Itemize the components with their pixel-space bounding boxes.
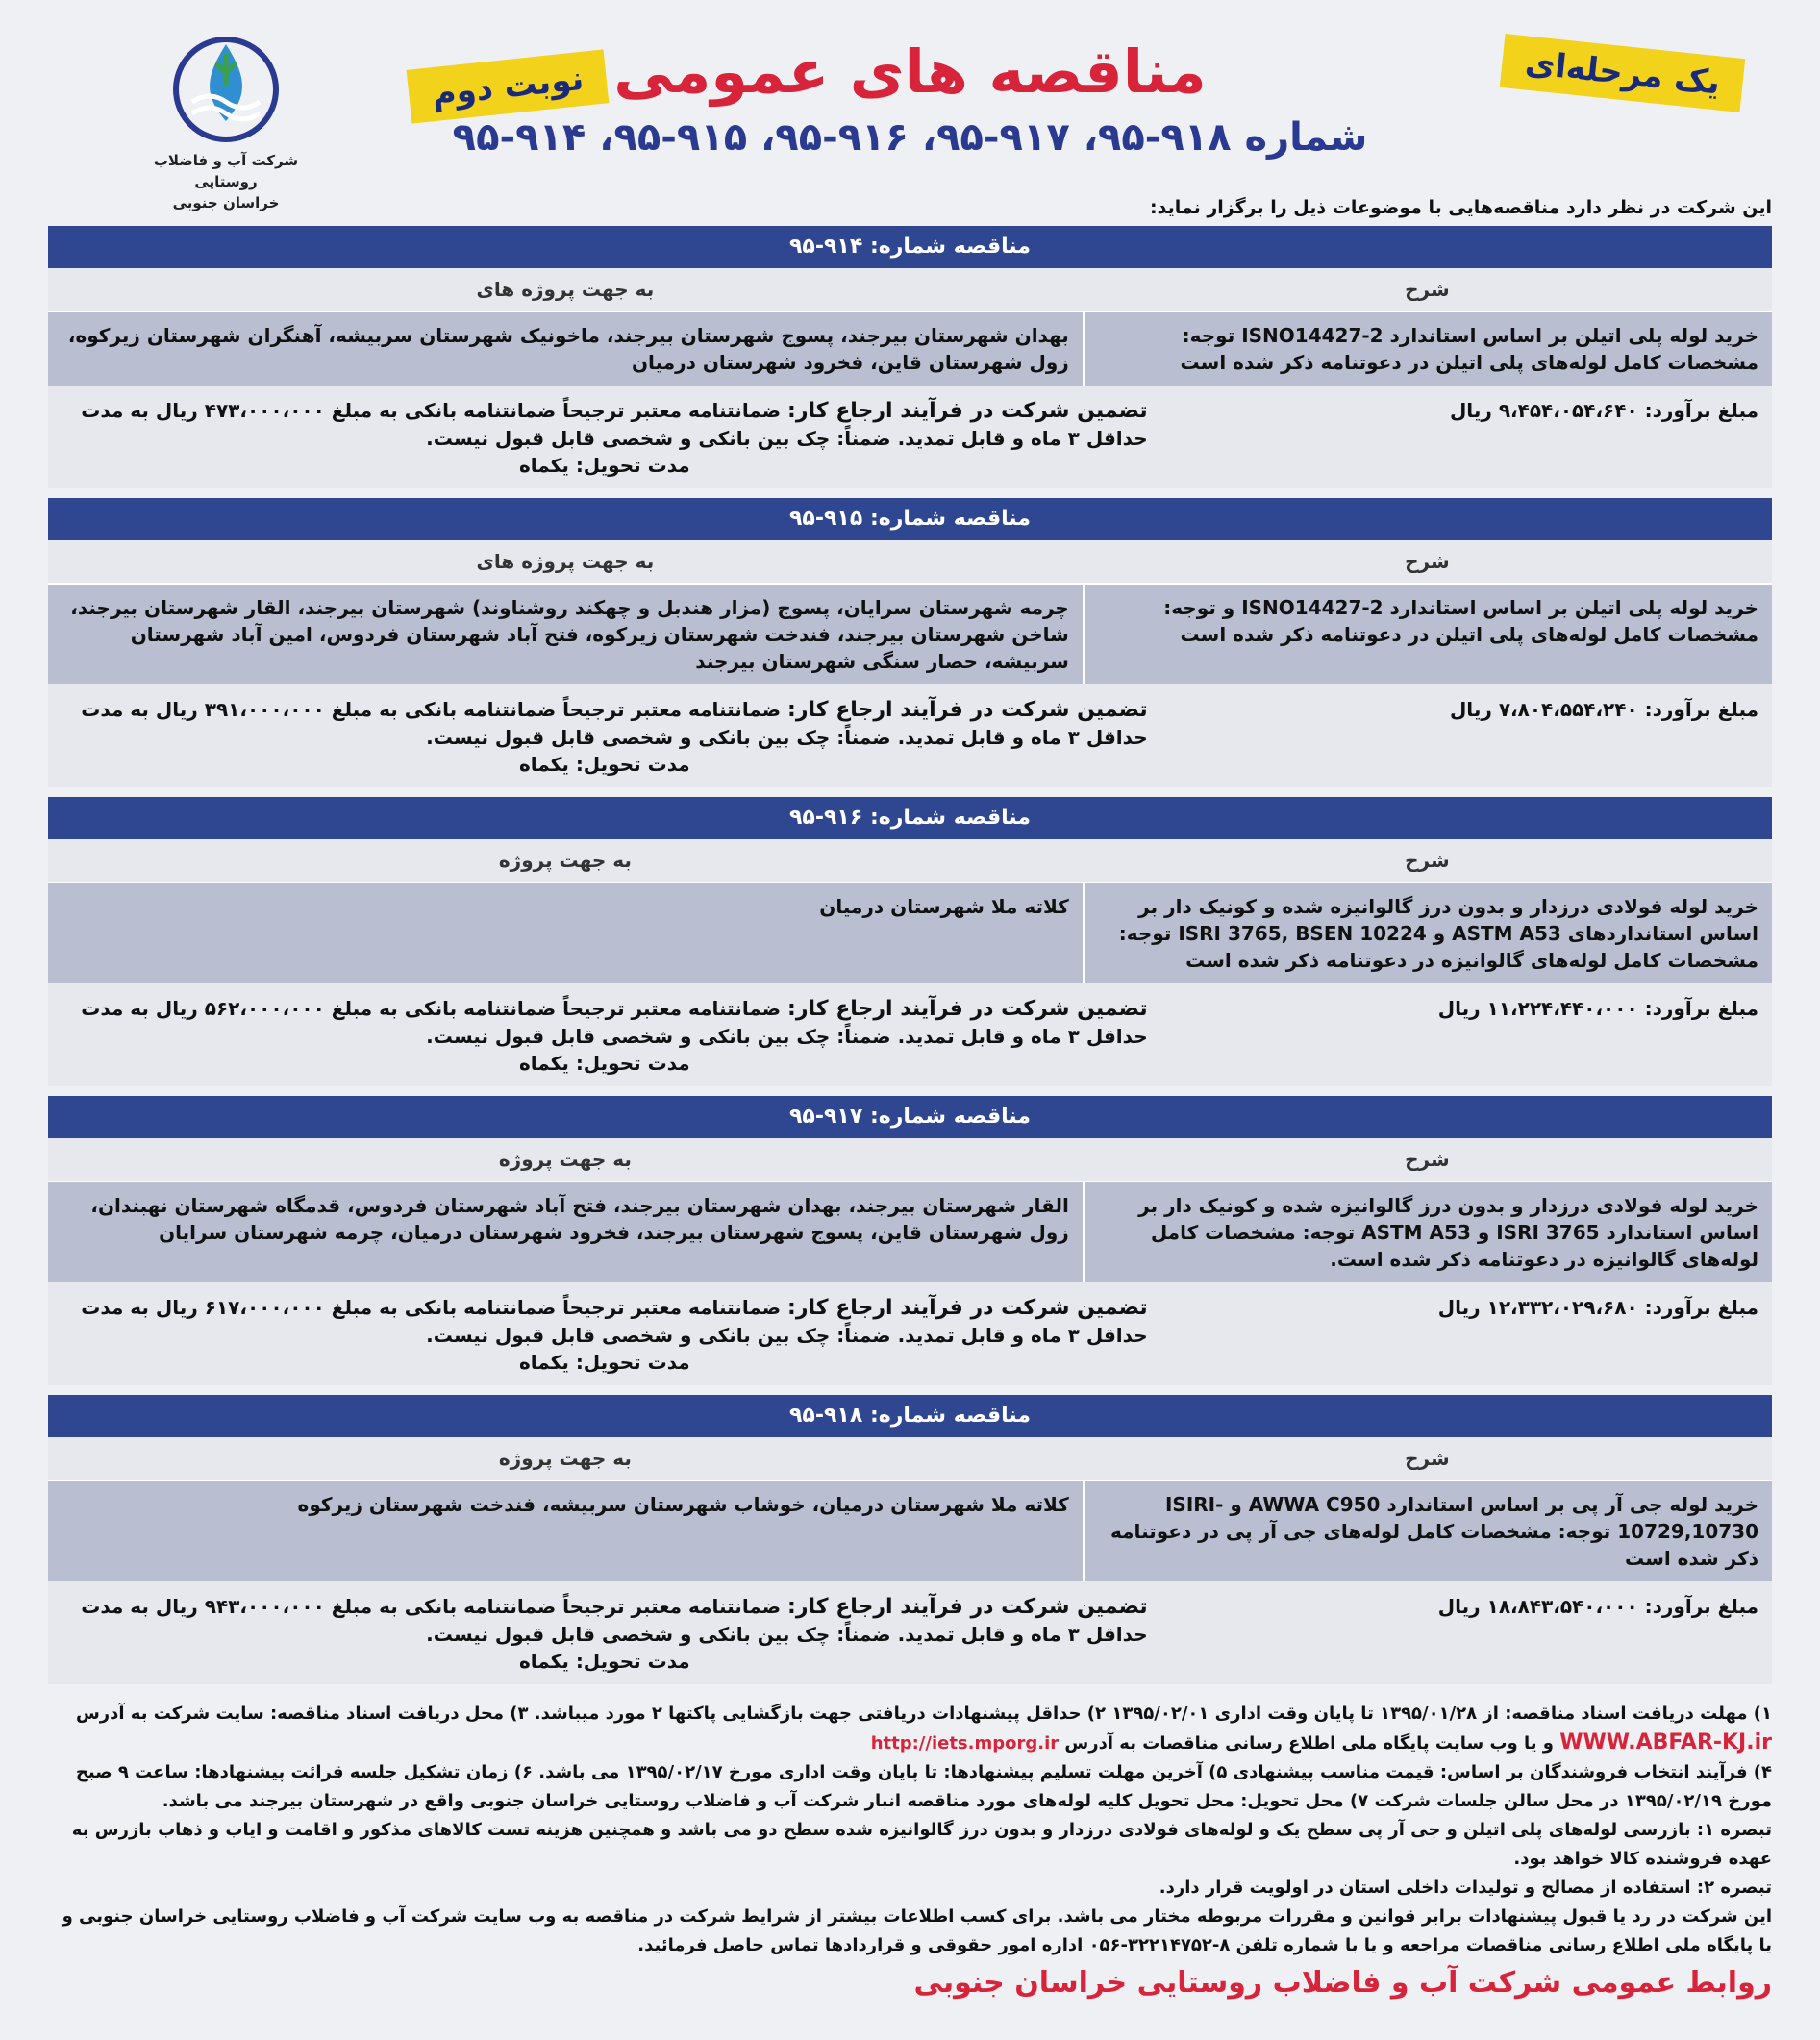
projects-header: به جهت پروژه های xyxy=(476,278,655,301)
projects-cell: چرمه شهرستان سرایان، پسوج (مزار هندبل و چهکند روشناوند) شهرستان بیرجند، القار شهرستان بیرجند، شاخن شهرستان بیرجند، فندخت شهرستان زیرکوه، فتح آباد شهرستان فردوس، امین آباد شهرستان سربیشه، حصار سنگی شهرستان بیرجند xyxy=(48,583,1083,684)
intro-text: این شرکت در نظر دارد مناقصه‌هایی با موضوعات ذیل را برگزار نماید: xyxy=(1150,197,1772,218)
guarantee-body: ضمانتنامه معتبر ترجیحاً ضمانتنامه بانکی به مبلغ ۴۷۳،۰۰۰،۰۰۰ ریال به مدت حداقل ۳ ماه و قابل تمدید. ضمناً: چک بین بانکی و شخصی قابل قبول نیست. xyxy=(81,399,1148,450)
estimate-amount: مبلغ برآورد: ۱۲،۳۳۲،۰۲۹،۶۸۰ ریال xyxy=(1437,1296,1758,1319)
guarantee-body: ضمانتنامه معتبر ترجیحاً ضمانتنامه بانکی به مبلغ ۳۹۱،۰۰۰،۰۰۰ ریال به مدت حداقل ۳ ماه و قابل تمدید. ضمناً: چک بین بانکی و شخصی قابل قبول نیست. xyxy=(81,698,1148,749)
estimate-amount: مبلغ برآورد: ۷،۸۰۴،۵۵۴،۲۴۰ ریال xyxy=(1449,698,1758,721)
logo-company-name: شرکت آب و فاضلاب روستایی خراسان جنوبی xyxy=(153,152,299,211)
tender-table xyxy=(48,540,1772,684)
tender-number-bar: مناقصه شماره: ۹۱۶-۹۵ xyxy=(48,797,1772,839)
tender-footer xyxy=(48,1581,1772,1684)
tender-block xyxy=(48,498,1772,787)
tender-portal-link[interactable]: http://iets.mporg.ir xyxy=(870,1733,1060,1754)
tender-block xyxy=(48,226,1772,488)
projects-header: به جهت پروژه xyxy=(498,1148,632,1171)
delivery-time: مدت تحویل: یکماه xyxy=(518,454,690,477)
note-line: ۴) فرآیند انتخاب فروشندگان بر اساس: قیمت مناسب پیشنهادی ۵) آخرین مهلت تسلیم پیشنهادها: تا پایان وقت اداری مورخ ۱۳۹۵/۰۲/۱۷ می باشد. ۶) زمان تشکیل جلسه قرائت پیشنهادها: ساعت ۹ صبح مورخ ۱۳۹۵/۰۲/۱۹ در محل سالن جلسات شرکت ۷) محل تحویل: محل تحویل کلیه لوله‌های مورد مناقصه انبار شرکت آب و فاضلاب روستایی خراسان جنوبی واقع در شهرستان بیرجند می باشد. xyxy=(75,1762,1772,1811)
tender-number-bar: مناقصه شماره: ۹۱۸-۹۵ xyxy=(48,1395,1772,1437)
tender-footer xyxy=(48,684,1772,787)
projects-cell: القار شهرستان بیرجند، بهدان شهرستان بیرجند، فتح آباد شهرستان فردوس، قدمگاه شهرستان نهبندان، زول شهرستان قاین، پسوج شهرستان بیرجند، فخرود شهرستان درمیان، چرمه شهرستان سرایان xyxy=(48,1181,1083,1282)
estimate-amount: مبلغ برآورد: ۱۸،۸۴۳،۵۴۰،۰۰۰ ریال xyxy=(1437,1595,1758,1618)
guarantee-body: ضمانتنامه معتبر ترجیحاً ضمانتنامه بانکی به مبلغ ۹۴۳،۰۰۰،۰۰۰ ریال به مدت حداقل ۳ ماه و قابل تمدید. ضمناً: چک بین بانکی و شخصی قابل قبول نیست. xyxy=(81,1595,1148,1646)
description-header: شرح xyxy=(1405,1447,1450,1470)
single-stage-badge: یک مرحله‌ای xyxy=(1499,34,1745,112)
description-cell: خرید لوله پلی اتیلن بر اساس استاندارد ISNO14427-2 و توجه: مشخصات کامل لوله‌های پلی اتیلن در دعوتنامه ذکر شده است xyxy=(1083,583,1772,684)
projects-cell: کلاته ملا شهرستان درمیان xyxy=(48,882,1083,983)
tender-block xyxy=(48,1395,1772,1684)
guarantee-text xyxy=(62,397,1148,479)
guarantee-body: ضمانتنامه معتبر ترجیحاً ضمانتنامه بانکی به مبلغ ۵۶۲،۰۰۰،۰۰۰ ریال به مدت حداقل ۳ ماه و قابل تمدید. ضمناً: چک بین بانکی و شخصی قابل قبول نیست. xyxy=(81,997,1148,1048)
tender-numbers: شماره ۹۱۸-۹۵، ۹۱۷-۹۵، ۹۱۶-۹۵، ۹۱۵-۹۵، ۹۱۴-۹۵ xyxy=(452,115,1368,160)
guarantee-text xyxy=(62,995,1148,1077)
guarantee-text xyxy=(62,1593,1148,1675)
delivery-time: مدت تحویل: یکماه xyxy=(518,1650,690,1673)
tender-footer xyxy=(48,983,1772,1086)
description-header: شرح xyxy=(1405,849,1450,872)
tender-number-bar: مناقصه شماره: ۹۱۷-۹۵ xyxy=(48,1096,1772,1138)
water-drop-logo-icon xyxy=(163,27,288,142)
note-line: ۱) مهلت دریافت اسناد مناقصه: از ۱۳۹۵/۰۱/۲۸ تا پایان وقت اداری ۱۳۹۵/۰۲/۰۱ ۲) حداقل پیشنهادات دریافتی جهت بازگشایی پاکتها ۲ مورد میباشد. ۳) محل دریافت اسناد مناقصه: سایت شرکت به آدرس xyxy=(75,1704,1772,1724)
guarantee-text xyxy=(62,696,1148,778)
description-header: شرح xyxy=(1405,1148,1450,1171)
note-line: WWW.ABFAR-KJ.ir و یا وب سایت پایگاه ملی اطلاع رسانی مناقصات به آدرس http://iets.mporg.ir xyxy=(48,1729,1772,1758)
projects-cell: کلاته ملا شهرستان درمیان، خوشاب شهرستان سربیشه، فندخت شهرستان زیرکوه xyxy=(48,1480,1083,1581)
guarantee-text xyxy=(62,1294,1148,1376)
projects-header: به جهت پروژه xyxy=(498,1447,632,1470)
guarantee-title: تضمین شرکت در فرآیند ارجاع کار: xyxy=(787,1296,1148,1320)
tender-table xyxy=(48,1138,1772,1282)
guarantee-body: ضمانتنامه معتبر ترجیحاً ضمانتنامه بانکی به مبلغ ۶۱۷،۰۰۰،۰۰۰ ریال به مدت حداقل ۳ ماه و قابل تمدید. ضمناً: چک بین بانکی و شخصی قابل قبول نیست. xyxy=(81,1296,1148,1347)
tender-block xyxy=(48,1096,1772,1385)
projects-header: به جهت پروژه xyxy=(498,849,632,872)
note-line: این شرکت در رد یا قبول پیشنهادات برابر قوانین و مقررات مربوطه مختار می باشد. برای کسب اطلاعات بیشتر از شرایط شرکت در مناقصه به وب سایت شرکت آب و فاضلاب روستایی خراسان جنوبی و یا پایگاه ملی اطلاع رسانی مناقصات مراجعه و یا با شماره تلفن ۸-۳۲۲۱۴۷۵۲-۰۵۶ اداره امور حقوقی و قراردادها تماس حاصل فرمائید. xyxy=(62,1906,1772,1955)
tender-footer xyxy=(48,1282,1772,1385)
company-logo xyxy=(125,27,327,213)
note-line: تبصره ۱: بازرسی لوله‌های پلی اتیلن و جی آر پی سطح یک و لوله‌های فولادی درزدار و بدون درز گالوانیزه شده سطح دو می باشد و همچنین هزینه تست کالاهای مذکور و اقامت و ایاب و ذهاب بازرس به عهده فروشنده کالا خواهد بود. xyxy=(71,1820,1772,1869)
description-header: شرح xyxy=(1405,550,1450,573)
estimate-amount: مبلغ برآورد: ۹،۴۵۴،۰۵۴،۶۴۰ ریال xyxy=(1449,399,1758,422)
tender-number-bar: مناقصه شماره: ۹۱۴-۹۵ xyxy=(48,226,1772,268)
description-cell: خرید لوله فولادی درزدار و بدون درز گالوانیزه شده و کونیک دار بر اساس استانداردهای ASTM A53 و ISRI 3765, BSEN 10224 توجه: مشخصات کامل لوله‌های گالوانیزه در دعوتنامه ذکر شده است xyxy=(1083,882,1772,983)
delivery-time: مدت تحویل: یکماه xyxy=(518,753,690,776)
public-relations-signature: روابط عمومی شرکت آب و فاضلاب روستایی خراسان جنوبی xyxy=(913,1966,1772,2000)
note-line: تبصره ۲: استفاده از مصالح و تولیدات داخلی استان در اولویت قرار دارد. xyxy=(1159,1878,1772,1898)
tender-list xyxy=(38,226,1782,1684)
tender-block xyxy=(48,797,1772,1086)
projects-cell: بهدان شهرستان بیرجند، پسوج شهرستان بیرجند، ماخونیک شهرستان سربیشه، آهنگران شهرستان زیرکوه، زول شهرستان قاین، فخرود شهرستان درمیان xyxy=(48,311,1083,386)
notes-section xyxy=(38,1694,1782,1960)
description-cell: خرید لوله جی آر پی بر اساس استاندارد AWWA C950 و ISIRI-10729,10730 توجه: مشخصات کامل لوله‌های جی آر پی در دعوتنامه ذکر شده است xyxy=(1083,1480,1772,1581)
description-cell: خرید لوله فولادی درزدار و بدون درز گالوانیزه شده و کونیک دار بر اساس استاندارد ISRI 3765 و ASTM A53 توجه: مشخصات کامل لوله‌های گالوانیزه در دعوتنامه ذکر شده است. xyxy=(1083,1181,1772,1282)
guarantee-title: تضمین شرکت در فرآیند ارجاع کار: xyxy=(787,1595,1148,1619)
description-cell: خرید لوله پلی اتیلن بر اساس استاندارد ISNO14427-2 توجه: مشخصات کامل لوله‌های پلی اتیلن در دعوتنامه ذکر شده است xyxy=(1083,311,1772,386)
guarantee-title: تضمین شرکت در فرآیند ارجاع کار: xyxy=(787,399,1148,423)
tender-footer xyxy=(48,386,1772,488)
estimate-amount: مبلغ برآورد: ۱۱،۲۲۴،۴۴۰،۰۰۰ ریال xyxy=(1437,997,1758,1020)
company-website-link[interactable]: WWW.ABFAR-KJ.ir xyxy=(1559,1730,1772,1754)
tender-number-bar: مناقصه شماره: ۹۱۵-۹۵ xyxy=(48,498,1772,540)
second-round-badge: نوبت دوم xyxy=(407,49,610,123)
guarantee-title: تضمین شرکت در فرآیند ارجاع کار: xyxy=(787,698,1148,722)
description-header: شرح xyxy=(1405,278,1450,301)
tender-table xyxy=(48,1437,1772,1581)
tender-table xyxy=(48,839,1772,983)
delivery-time: مدت تحویل: یکماه xyxy=(518,1351,690,1374)
delivery-time: مدت تحویل: یکماه xyxy=(518,1052,690,1075)
tender-table xyxy=(48,268,1772,386)
guarantee-title: تضمین شرکت در فرآیند ارجاع کار: xyxy=(787,997,1148,1021)
projects-header: به جهت پروژه های xyxy=(476,550,655,573)
page-title: مناقصه های عمومی xyxy=(613,37,1207,107)
